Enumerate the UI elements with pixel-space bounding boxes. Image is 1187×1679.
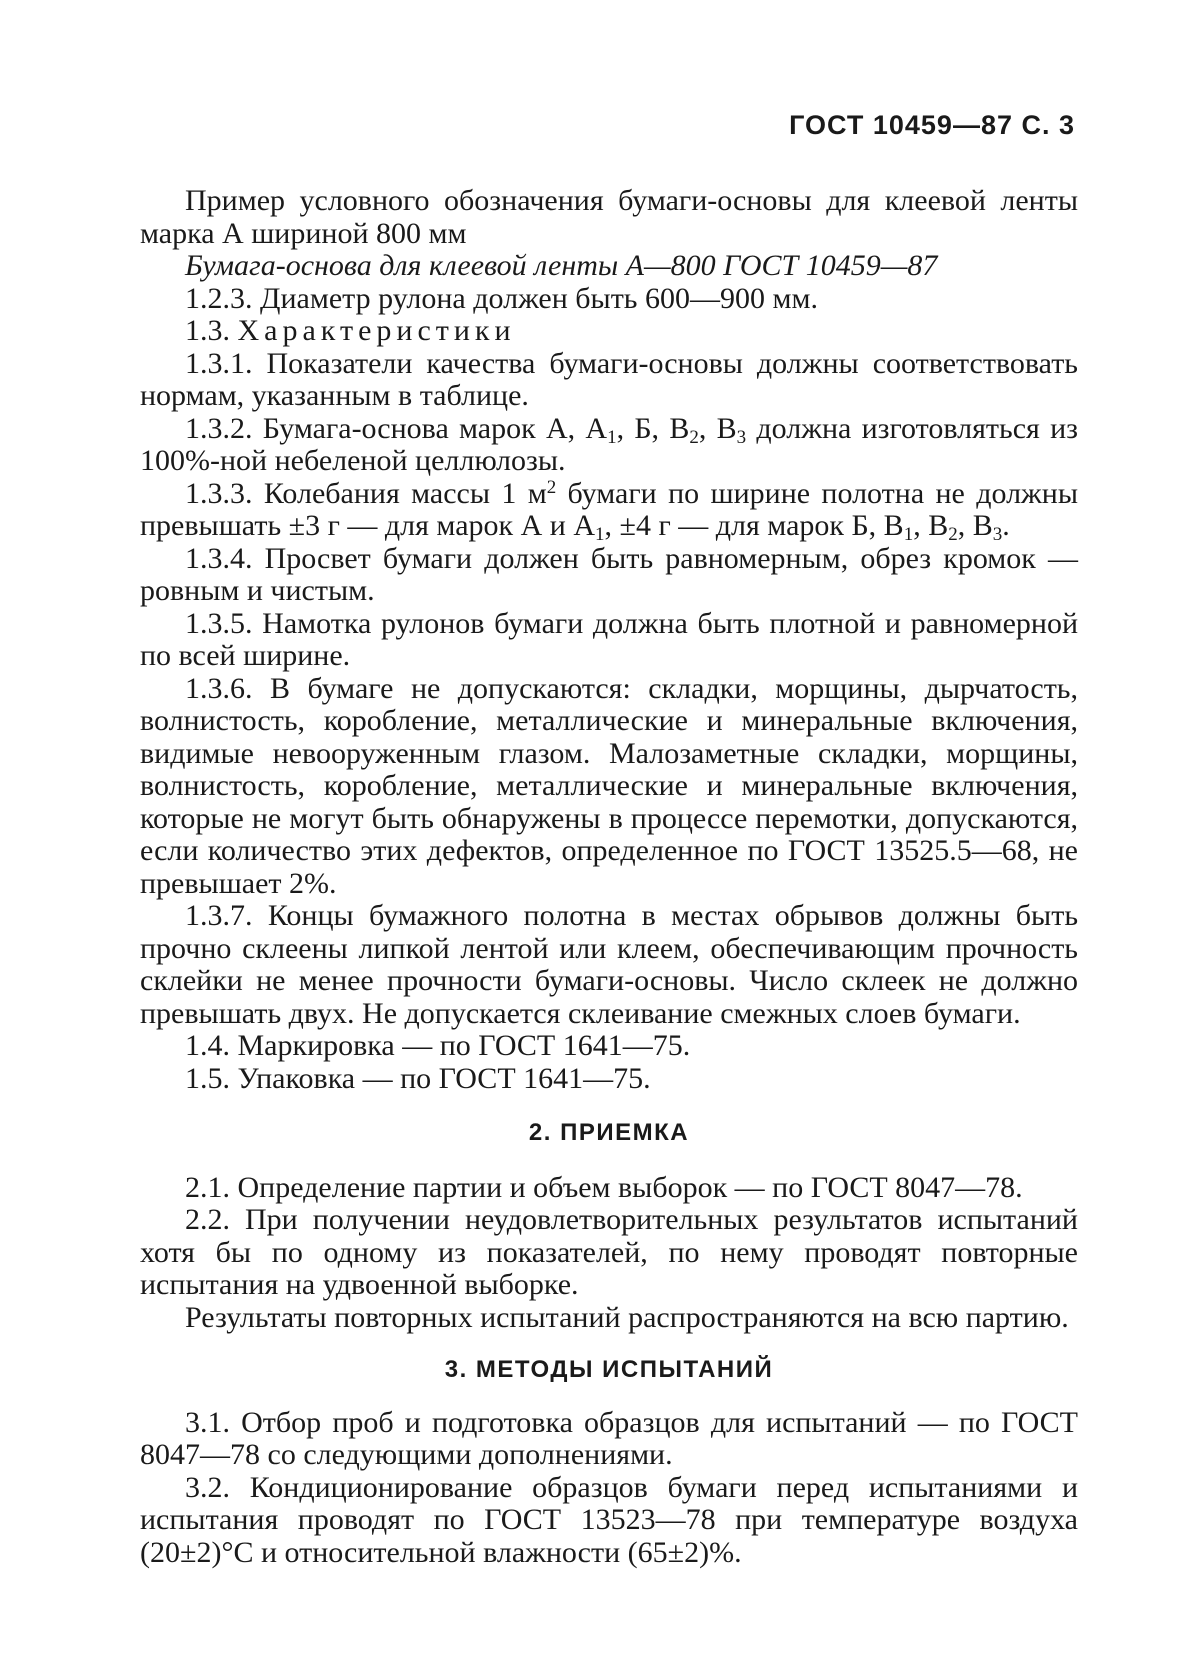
superscript: 2 — [546, 476, 557, 498]
paragraph-1-3-7: 1.3.7. Концы бумажного полотна в местах обрывов должны быть прочно склеены липкой лентой или клеем, обеспечивающим прочность склейки не менее прочности бумаги-основы. Число склеек не должно превышать двух. Не допускается склеивание смежных слоев бумаги. — [140, 899, 1078, 1030]
subscript: 3 — [736, 426, 747, 448]
text-run: бумаги по ширине полотна не должны превышать ±3 г — для марок А и А — [140, 476, 1078, 542]
subscript: 1 — [607, 426, 617, 448]
paragraph-2-2: 2.2. При получении неудовлетворительных результатов испытаний хотя бы по одному из показателей, по нему проводят повторные испытания на удвоенной выборке. — [140, 1203, 1078, 1301]
paragraph-2-1: 2.1. Определение партии и объем выборок — по ГОСТ 8047—78. — [185, 1170, 1023, 1204]
section-title-characteristics: Характеристики — [237, 314, 516, 347]
paragraph-1-3-6: 1.3.6. В бумаге не допускаются: складки, морщины, дырчатость, волнистость, коробление, металлические и минеральные включения, видимые невооруженным глазом. Малозаметные складки, морщины, волнистость, коробление, металлические и минеральные включения, которые не могут быть обнаружены в процессе перемотки, допускаются, если количество этих дефектов, определенное по ГОСТ 13525.5—68, не превышает 2%. — [140, 671, 1078, 900]
subscript: 1 — [903, 524, 914, 545]
paragraph-1-3-2 — [140, 413, 1078, 478]
subscript: 2 — [948, 524, 958, 545]
paragraph-1-3-1: 1.3.1. Показатели качества бумаги-основы должны соответствовать нормам, указанным в таблице. — [140, 346, 1078, 412]
paragraph-1-4: 1.4. Маркировка — по ГОСТ 1641—75. — [185, 1029, 691, 1062]
paragraph-1-3-5: 1.3.5. Намотка рулонов бумаги должна быть плотной и равномерной по всей ширине. — [140, 606, 1078, 672]
paragraph-1-3 — [140, 315, 1078, 348]
paragraph-1-3-number: 1.3. — [185, 314, 230, 347]
subscript: 3 — [992, 524, 1003, 545]
paragraph-1-3-4: 1.3.4. Просвет бумаги должен быть равномерным, обрез кромок — ровным и чистым. — [140, 541, 1078, 607]
paragraph-3-1: 3.1. Отбор проб и подготовка образцов для испытаний — по ГОСТ 8047—78 со следующими дополнениями. — [140, 1405, 1078, 1471]
paragraph-3-2: 3.2. Кондиционирование образцов бумаги перед испытаниями и испытания проводят по ГОСТ 13523—78 при температуре воздуха (20±2)°С и относительной влажности (65±2)%. — [140, 1470, 1078, 1569]
example-intro: Пример условного обозначения бумаги-основы для клеевой ленты марка А шириной 800 мм — [140, 184, 1078, 250]
text-run: , В — [698, 411, 737, 445]
text-run: , В — [957, 509, 993, 542]
paragraph-2-2-continued: Результаты повторных испытаний распространяются на всю партию. — [185, 1300, 1069, 1334]
body-text — [140, 185, 1078, 1569]
example-designation: Бумага-основа для клеевой ленты А—800 ГОСТ 10459—87 — [185, 249, 938, 282]
running-head: ГОСТ 10459—87 С. 3 — [789, 110, 1075, 140]
text-run: , Б, В — [616, 411, 690, 445]
text-run: , В — [913, 509, 949, 542]
text-run: 1.3.2. Бумага-основа марок А, А — [185, 411, 608, 445]
section-heading-test-methods: 3. МЕТОДЫ ИСПЫТАНИЙ — [444, 1356, 774, 1383]
text-run: должна изготовляться из 100%-ной небеленой целлюлозы. — [140, 411, 1078, 477]
section-heading-acceptance: 2. ПРИЕМКА — [528, 1119, 690, 1146]
text-run: 1.3.3. Колебания массы 1 м — [185, 476, 547, 510]
text-run: . — [1002, 509, 1010, 542]
paragraph-1-3-3 — [140, 478, 1078, 543]
subscript: 2 — [689, 426, 699, 448]
paragraph-1-2-3: 1.2.3. Диаметр рулона должен быть 600—900 мм. — [185, 281, 818, 315]
text-run: , ±4 г — для марок Б, В — [604, 509, 904, 542]
subscript: 1 — [594, 524, 605, 545]
paragraph-1-5: 1.5. Упаковка — по ГОСТ 1641—75. — [185, 1061, 651, 1095]
